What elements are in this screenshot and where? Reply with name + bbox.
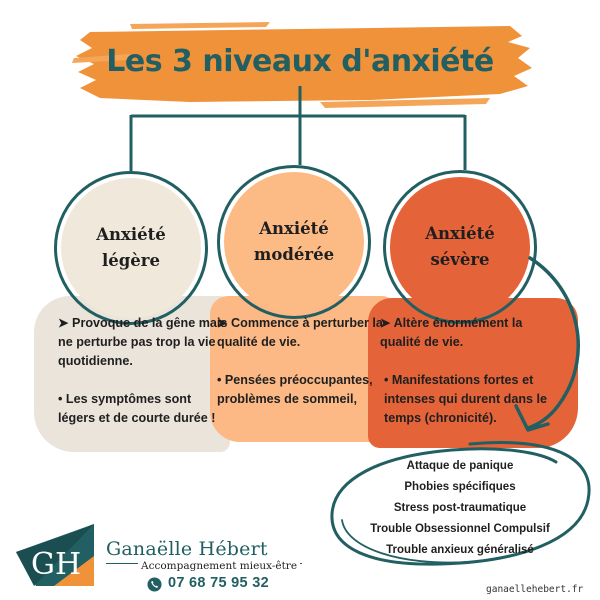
phone-number[interactable]: 07 68 75 95 32 <box>168 575 269 591</box>
disorders-list <box>340 456 580 561</box>
level-3-name-line2: sévère <box>430 250 490 269</box>
logo-letters: GH <box>31 547 82 582</box>
brand-tagline: Accompagnement mieux-être <box>138 560 300 572</box>
disorder-item: Stress post-traumatique <box>393 502 527 514</box>
level-1-name-line2: légère <box>102 251 160 270</box>
level-2-point-1: ➤ Commence à perturber la qualité de vie. <box>217 316 383 349</box>
level-3-circle <box>390 177 530 317</box>
level-1-description <box>58 314 228 447</box>
level-2-name-line2: modérée <box>253 245 335 264</box>
phone-icon <box>147 577 162 592</box>
level-3-point-2: • Manifestations fortes et intenses qui durent dans le temps (chronicité). <box>384 373 548 425</box>
level-1-point-2: • Les symptômes sont légers et de courte durée ! <box>58 392 216 425</box>
disorder-item: Attaque de panique <box>406 460 514 472</box>
page-title: Les 3 niveaux d'anxiété <box>106 44 494 79</box>
level-3-point-1: ➤ Altère énormément la qualité de vie. <box>380 316 523 349</box>
level-2-point-2: • Pensées préoccupantes, problèmes de sommeil, <box>217 373 373 406</box>
level-1-name-line1: Anxiété <box>96 224 166 244</box>
level-3-name-line1: Anxiété <box>425 223 495 243</box>
level-3-description <box>380 314 560 447</box>
disorder-item: Trouble Obsessionnel Compulsif <box>370 523 550 535</box>
disorder-item: Trouble anxieux généralisé <box>386 544 534 556</box>
level-2-description <box>217 314 392 428</box>
level-2-circle <box>224 172 364 312</box>
level-1-circle <box>61 178 201 318</box>
level-2-name-line1: Anxiété <box>259 218 329 238</box>
level-1-point-1: ➤ Provoque de la gêne mais ne perturbe pas trop la vie quotidienne. <box>58 316 228 368</box>
brand-logo <box>14 522 96 588</box>
website-link[interactable]: ganaellehebert.fr <box>486 584 584 595</box>
disorder-item: Phobies spécifiques <box>404 481 516 493</box>
brand-name: Ganaëlle Hébert <box>106 538 268 560</box>
